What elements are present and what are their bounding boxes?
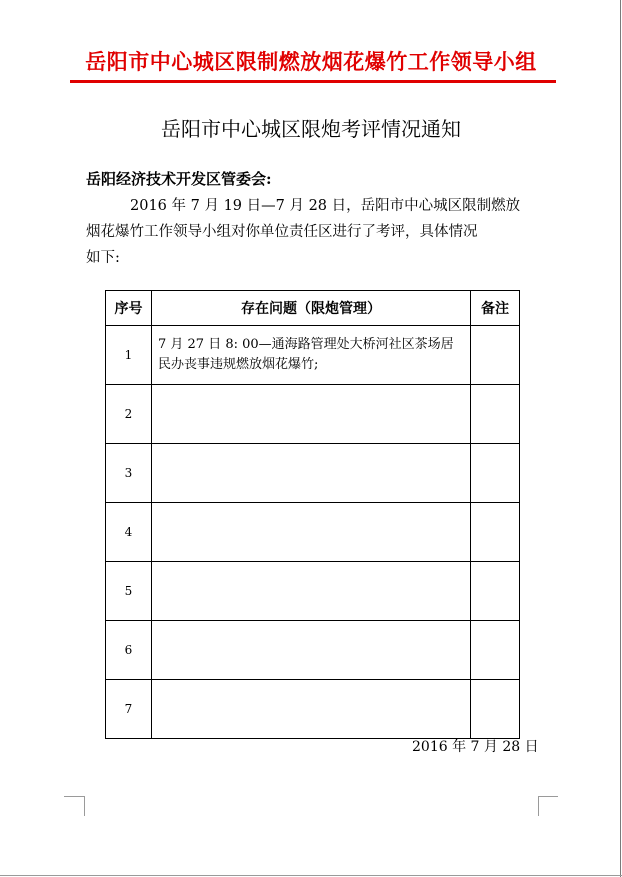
table-row [106,444,520,503]
header-note: 备注 [471,291,520,326]
document-date: 2016 年 7 月 28 日 [412,739,539,755]
body-line-1: 2016 年 7 月 19 日—7 月 28 日，岳阳市中心城区限制燃放 [130,198,521,214]
row-note [471,680,520,739]
body-line-2: 烟花爆竹工作领导小组对你单位责任区进行了考评，具体情况 [86,224,478,240]
row-issue [152,326,471,385]
table-row [106,326,520,385]
row-issue [152,680,471,739]
row-issue [152,385,471,444]
table-row [106,621,520,680]
row-note [471,385,520,444]
body-line-3: 如下: [86,250,120,266]
page-edge-bottom [0,875,622,876]
letterhead-rule [70,80,556,83]
table-row [106,680,520,739]
row-note [471,562,520,621]
crop-mark-right-h [538,796,558,797]
crop-mark-left-v [84,796,85,816]
issues-table [105,290,520,739]
crop-mark-right-v [538,796,539,816]
row-note [471,326,520,385]
row-number: 2 [106,385,152,444]
table-header-row [106,291,520,326]
row-issue [152,444,471,503]
header-issue: 存在问题（限炮管理） [152,291,471,326]
row-number: 7 [106,680,152,739]
recipient: 岳阳经济技术开发区管委会: [86,170,272,188]
row-number: 5 [106,562,152,621]
crop-mark-left-h [64,796,84,797]
row-issue [152,503,471,562]
row-issue [152,562,471,621]
row-number: 1 [106,326,152,385]
header-number: 序号 [106,291,152,326]
letterhead-title: 岳阳市中心城区限制燃放烟花爆竹工作领导小组 [85,49,537,74]
row-issue [152,621,471,680]
table-row [106,503,520,562]
table-row [106,562,520,621]
row-issue-text: 7 月 27 日 8: 00—通海路管理处大桥河社区茶场居民办丧事违规燃放烟花爆竹; [158,337,454,372]
row-number: 3 [106,444,152,503]
row-note [471,503,520,562]
row-note [471,444,520,503]
document-title: 岳阳市中心城区限炮考评情况通知 [161,117,461,141]
row-note [471,621,520,680]
row-number: 4 [106,503,152,562]
row-number: 6 [106,621,152,680]
table-row [106,385,520,444]
